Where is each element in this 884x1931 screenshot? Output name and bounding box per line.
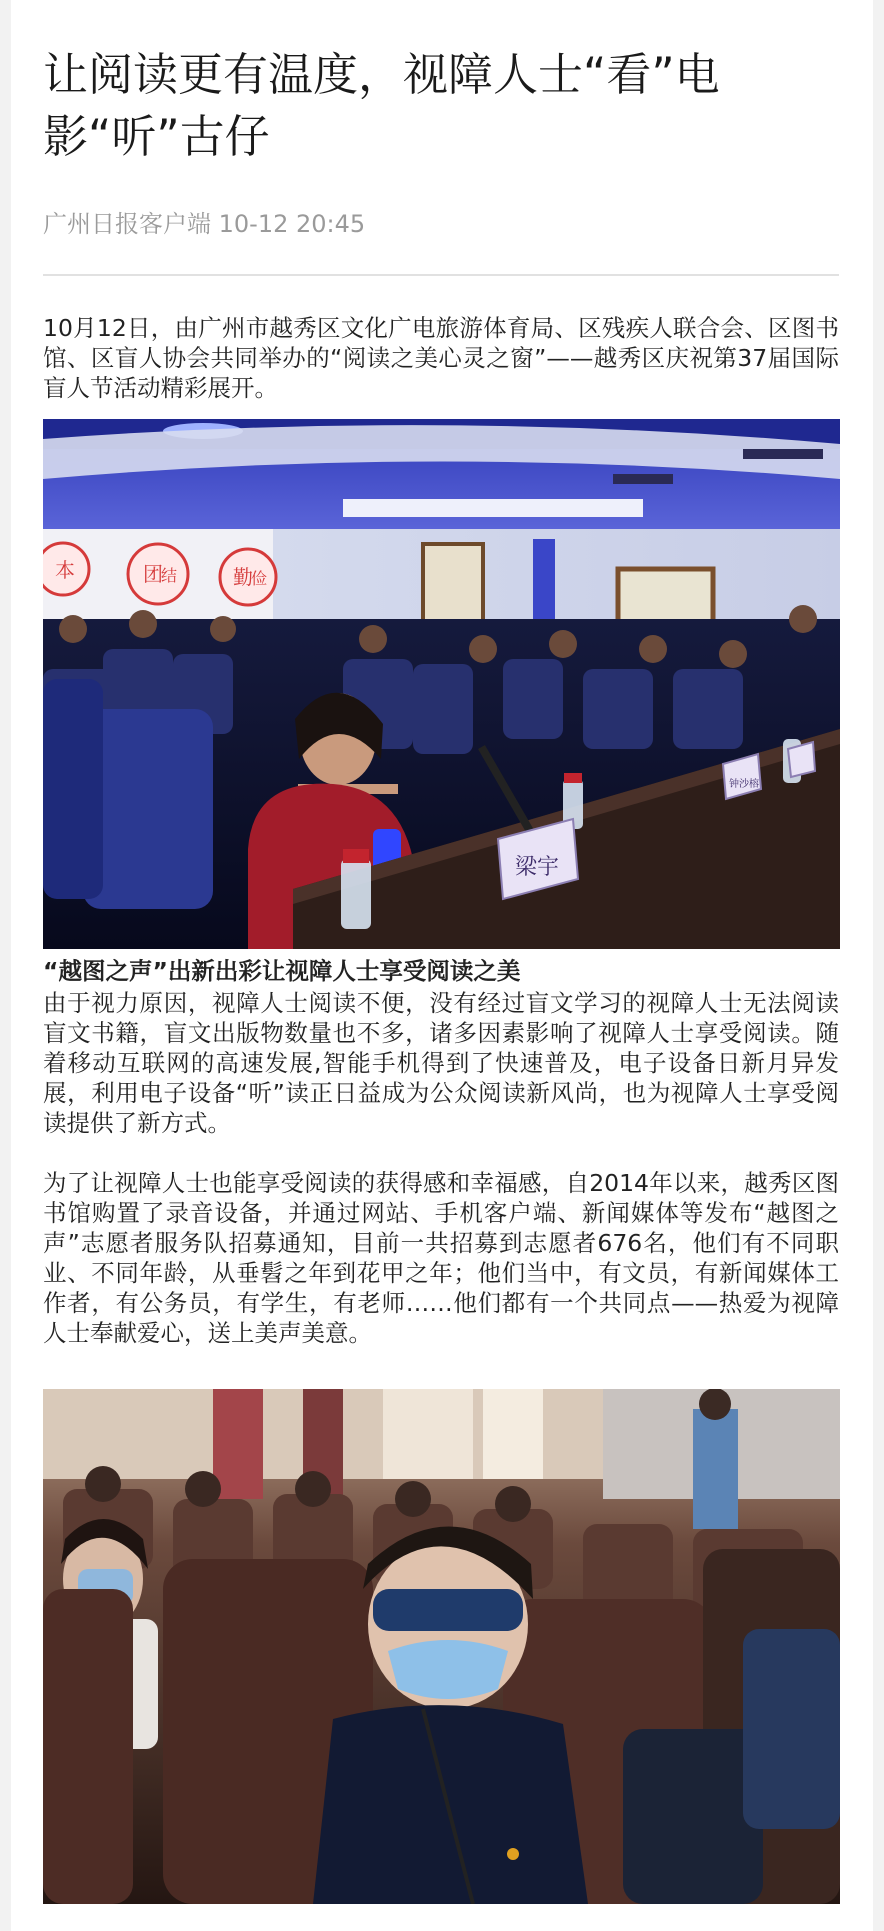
wall-char-1: 团: [143, 562, 163, 586]
article-title: 让阅读更有温度，视障人士“看”电影“听”古仔: [43, 48, 720, 163]
header-divider: [43, 274, 839, 276]
section-subheading: “越图之声”出新出彩让视障人士享受阅读之美: [43, 957, 521, 985]
article-source[interactable]: 广州日报客户端: [43, 210, 211, 238]
photo-audience-eyemask[interactable]: [43, 1389, 840, 1904]
photo-reading-hall[interactable]: [43, 419, 840, 949]
wall-char-0: 本: [55, 558, 75, 582]
nameplate-small-text: 钟沙榕: [729, 779, 759, 790]
nameplate-text: 梁宇: [515, 855, 560, 880]
body-paragraph-2: 由于视力原因，视障人士阅读不便，没有经过盲文学习的视障人士无法阅读盲文书籍，盲文出版物数量也不多，诸多因素影响了视障人士享受阅读。随着移动互联网的高速发展,智能手机得到了快速普及，电子设备日新月异发展，利用电子设备“听”读正日益成为公众阅读新风尚，也为视障人士享受阅读提供了新方式。: [43, 989, 839, 1137]
article-card: [11, 0, 873, 1931]
intro-paragraph: 10月12日，由广州市越秀区文化广电旅游体育局、区残疾人联合会、区图书馆、区盲人协会共同举办的“阅读之美心灵之窗”——越秀区庆祝第37届国际盲人节活动精彩展开。: [43, 314, 839, 402]
wall-char-3: 勤: [233, 565, 253, 589]
article-datetime: 10-12 20:45: [218, 210, 366, 238]
wall-char-4: 俭: [251, 569, 268, 588]
wall-char-2: 结: [161, 566, 178, 585]
eye-mask-icon: [373, 1589, 523, 1631]
article-meta: [43, 209, 839, 239]
body-paragraph-3: 为了让视障人士也能享受阅读的获得感和幸福感，自2014年以来，越秀区图书馆购置了录音设备，并通过网站、手机客户端、新闻媒体等发布“越图之声”志愿者服务队招募通知，目前一共招募到志愿者676名，他们有不同职业、不同年龄，从垂髫之年到花甲之年；他们当中，有文员，有新闻媒体工作者，有公务员，有学生，有老师……他们都有一个共同点——热爱为视障人士奉献爱心，送上美声美意。: [43, 1169, 839, 1347]
